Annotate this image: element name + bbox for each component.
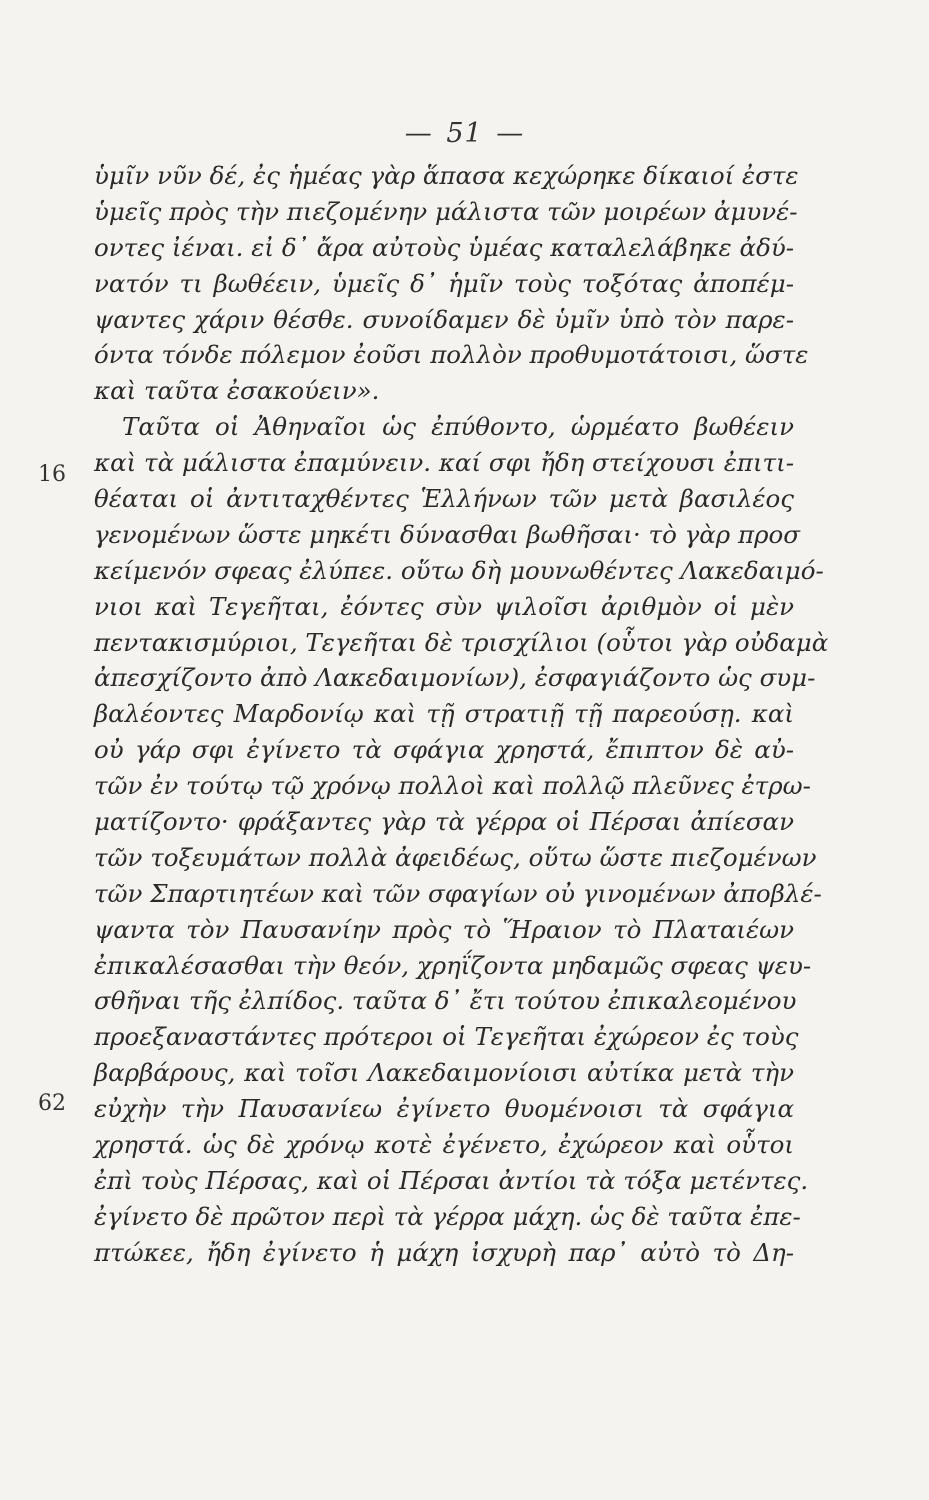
text-line: τῶν Σπαρτιητέων καὶ τῶν σφαγίων οὐ γινομένων ἀποβλέ-: [94, 878, 822, 908]
text-line: εὐχὴν τὴν Παυσανίεω ἐγίνετο θυομένοισι τὰ σφάγια: [94, 1094, 794, 1124]
text-line: ἐγίνετο δὲ πρῶτον περὶ τὰ γέρρα μάχη. ὡς δὲ ταῦτα ἐπε-: [94, 1201, 801, 1231]
text-line: θέαται οἱ ἀντιταχθέντες Ἑλλήνων τῶν μετὰ βασιλέος: [94, 484, 794, 514]
text-line: ἐπικαλέσασθαι τὴν θεόν, χρηΐζοντα μηδαμῶς σφεας ψευ-: [94, 950, 812, 980]
header-dash-right: —: [496, 118, 525, 149]
text-line: ψαντες χάριν θέσθε. συνοίδαμεν δὲ ὑμῖν ὑπὸ τὸν παρε-: [94, 304, 794, 334]
text-line: καὶ τὰ μάλιστα ἐπαμύνειν. καί σφι ἤδη στείχουσι ἐπιτι-: [94, 448, 794, 478]
text-line: όντα τόνδε πόλεμον ἐοῦσι πολλὸν προθυμοτάτοισι, ὥστε: [94, 340, 809, 370]
text-line: χρηστά. ὡς δὲ χρόνῳ κοτὲ ἐγένετο, ἐχώρεον καὶ οὗτοι: [94, 1130, 794, 1160]
text-line: νιοι καὶ Τεγεῆται, ἐόντες σὺν ψιλοῖσι ἀριθμὸν οἱ μὲν: [94, 591, 794, 621]
text-line: πεντακισμύριοι, Τεγεῆται δὲ τρισχίλιοι (οὗτοι γὰρ οὐδαμὰ: [94, 627, 829, 657]
text-line: νατόν τι βωθέειν, ὑμεῖς δ᾽ ἡμῖν τοὺς τοξότας ἀποπέμ-: [94, 268, 794, 298]
margin-section-number: 16: [38, 462, 66, 487]
text-line: οντες ἰέναι. εἰ δ᾽ ἄρα αὐτοὺς ὑμέας καταλελάβηκε ἀδύ-: [94, 232, 794, 262]
text-line: ματίζοντο· φράξαντες γὰρ τὰ γέρρα οἱ Πέρσαι ἀπίεσαν: [94, 807, 794, 837]
text-line: τῶν τοξευμάτων πολλὰ ἀφειδέως, οὕτω ὥστε πιεζομένων: [94, 842, 817, 872]
text-line: βαλέοντες Μαρδονίῳ καὶ τῇ στρατιῇ τῇ παρεούσῃ. καὶ: [94, 699, 794, 729]
text-line: ὑμῖν νῦν δέ, ἐς ἡμέας γὰρ ἅπασα κεχώρηκε δίκαιοί ἐστε: [94, 161, 799, 190]
page-number: 51: [446, 118, 483, 149]
text-line: βαρβάρους, καὶ τοῖσι Λακεδαιμονίοισι αὐτίκα μετὰ τὴν: [94, 1058, 794, 1088]
text-line: πτώκεε, ἤδη ἐγίνετο ἡ μάχη ἰσχυρὴ παρ᾽ αὐτὸ τὸ Δη-: [94, 1237, 794, 1267]
text-line: οὐ γάρ σφι ἐγίνετο τὰ σφάγια χρηστά, ἔπιπτον δὲ αὐ-: [94, 735, 794, 765]
text-line: σθῆναι τῆς ἐλπίδος. ταῦτα δ᾽ ἔτι τούτου ἐπικαλεομένου: [94, 986, 797, 1016]
text-line: γενομένων ὥστε μηκέτι δύνασθαι βωθῆσαι· τὸ γὰρ προσ: [94, 519, 800, 549]
text-line: τῶν ἐν τούτῳ τῷ χρόνῳ πολλοὶ καὶ πολλῷ πλεῦνες ἐτρω-: [94, 771, 811, 801]
text-line: Ταῦτα οἱ Ἀθηναῖοι ὡς ἐπύθοντο, ὡρμέατο βωθέειν: [122, 412, 794, 442]
text-line: κείμενόν σφεας ἐλύπεε. οὕτω δὴ μουνωθέντες Λακεδαιμό-: [94, 555, 824, 585]
header-dash-left: —: [404, 118, 433, 149]
body-text: [94, 158, 829, 1271]
text-line: ψαντα τὸν Παυσανίην πρὸς τὸ Ἥραιον τὸ Πλαταιέων: [94, 914, 794, 944]
margin-section-number: 62: [38, 1091, 66, 1116]
text-line: καὶ ταῦτα ἐσακούειν».: [94, 376, 380, 406]
page-header: [0, 118, 929, 149]
text-line: ὑμεῖς πρὸς τὴν πιεζομένην μάλιστα τῶν μοιρέων ἀμυνέ-: [94, 196, 798, 226]
text-line: ἐπὶ τοὺς Πέρσας, καὶ οἱ Πέρσαι ἀντίοι τὰ τόξα μετέντες.: [94, 1165, 809, 1195]
text-line: προεξαναστάντες πρότεροι οἱ Τεγεῆται ἐχώρεον ἐς τοὺς: [94, 1022, 799, 1052]
text-line: ἀπεσχίζοντο ἀπὸ Λακεδαιμονίων), ἐσφαγιάζοντο ὡς συμ-: [94, 663, 816, 693]
